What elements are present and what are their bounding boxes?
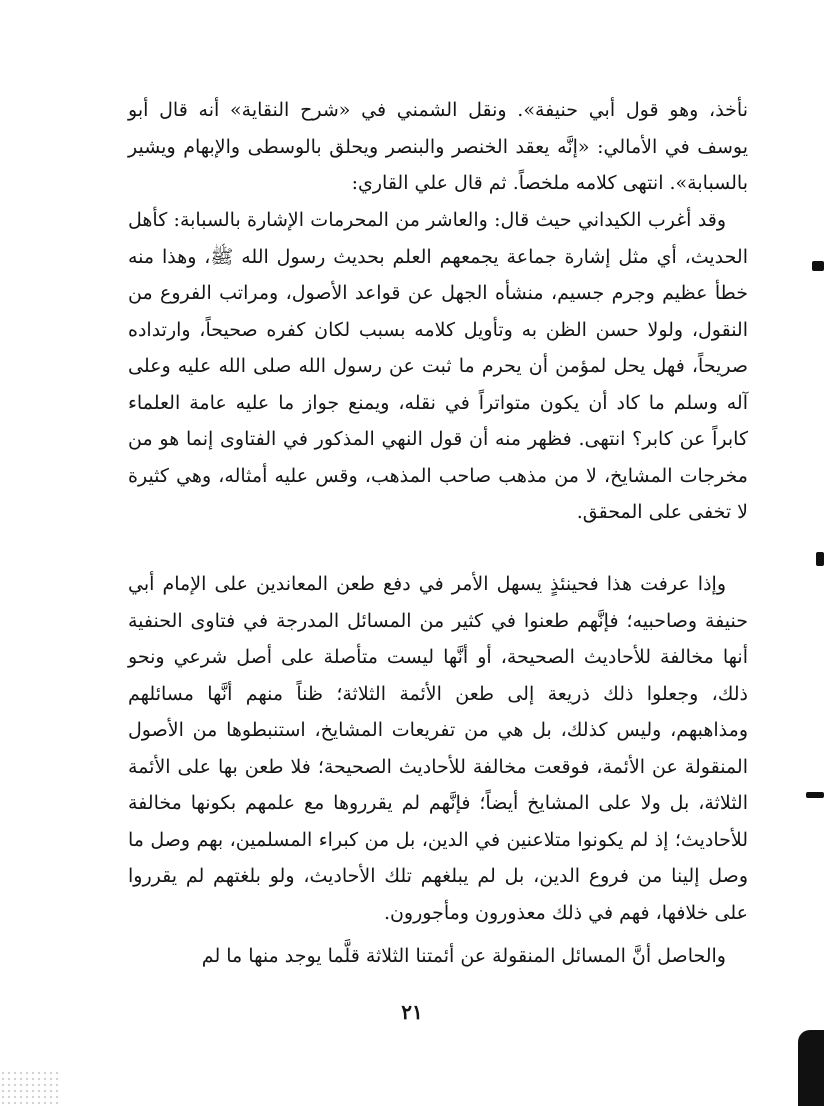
paragraph-1 (128, 92, 748, 202)
page-number: ٢١ (401, 1000, 423, 1024)
scan-artifact (806, 792, 824, 798)
paragraph-2-text: وقد أغرب الكيداني حيث قال: والعاشر من المحرمات الإشارة بالسبابة: كأهل الحديث، أي مثل إشارة جماعة يجمعهم العلم بحديث رسول الله ﷺ، وهذا منه خطأ عظيم وجرم جسيم، منشأه الجهل عن قواعد الأصول، ومراتب الفروع من النقول، ولولا حسن الظن به وتأويل كلامه بسبب لكان كفره صحيحاً، وارتداده صريحاً، فهل يحل لمؤمن أن يحرم ما ثبت عن رسول الله صلى الله عليه وعلى آله وسلم ما كاد أن يكون متواتراً في نقله، ويمنع جواز ما عليه عامة العلماء كابراً عن كابر؟ انتهى. فظهر منه أن قول النهي المذكور في الفتاوى إنما هو من مخرجات المشايخ، لا من مذهب صاحب المذهب، وقس عليه أمثاله، وهي كثيرة لا تخفى على المحقق. (128, 209, 748, 523)
paragraph-1-text: نأخذ، وهو قول أبي حنيفة». ونقل الشمني في «شرح النقاية» أنه قال أبو يوسف في الأمالي: «إنَّه يعقد الخنصر والبنصر ويحلق بالوسطى والإبهام ويشير بالسبابة». انتهى كلامه ملخصاً. ثم قال علي القاري: (128, 99, 748, 194)
scan-artifact (798, 1030, 824, 1106)
paragraph-3-text: وإذا عرفت هذا فحينئذٍ يسهل الأمر في دفع طعن المعاندين على الإمام أبي حنيفة وصاحبيه؛ فإنَّهم طعنوا في كثير من المسائل المدرجة في فتاوى الحنفية أنها مخالفة للأحاديث الصحيحة، أو أنَّها ليست متأصلة على أصل شرعي ونحو ذلك، وجعلوا ذلك ذريعة إلى طعن الأئمة الثلاثة؛ ظناً منهم أنَّها مسائلهم ومذاهبهم، وليس كذلك، بل هي من تفريعات المشايخ، استنبطوها من الأصول المنقولة عن الأئمة، فوقعت مخالفة للأحاديث الصحيحة؛ فلا طعن بها على الأئمة الثلاثة، بل ولا على المشايخ أيضاً؛ فإنَّهم لم يقرروها مع علمهم بكونها مخالفة للأحاديث؛ إذ لم يكونوا متلاعنين في الدين، بل من كبراء المسلمين، بهم وصل ما وصل إلينا من فروع الدين، بل لم يبلغهم تلك الأحاديث، ولو بلغتهم لم يقرروا على خلافها، فهم في ذلك معذورون ومأجورون. (128, 573, 748, 924)
paragraph-4-text: والحاصل أنَّ المسائل المنقولة عن أئمتنا الثلاثة قلَّما يوجد منها ما لم (201, 945, 726, 967)
paragraph-3 (128, 566, 748, 931)
paragraph-2 (128, 202, 748, 531)
scan-artifact (812, 261, 824, 271)
scan-artifact (816, 552, 824, 566)
scan-noise (0, 1070, 60, 1106)
paragraph-4 (128, 938, 748, 975)
